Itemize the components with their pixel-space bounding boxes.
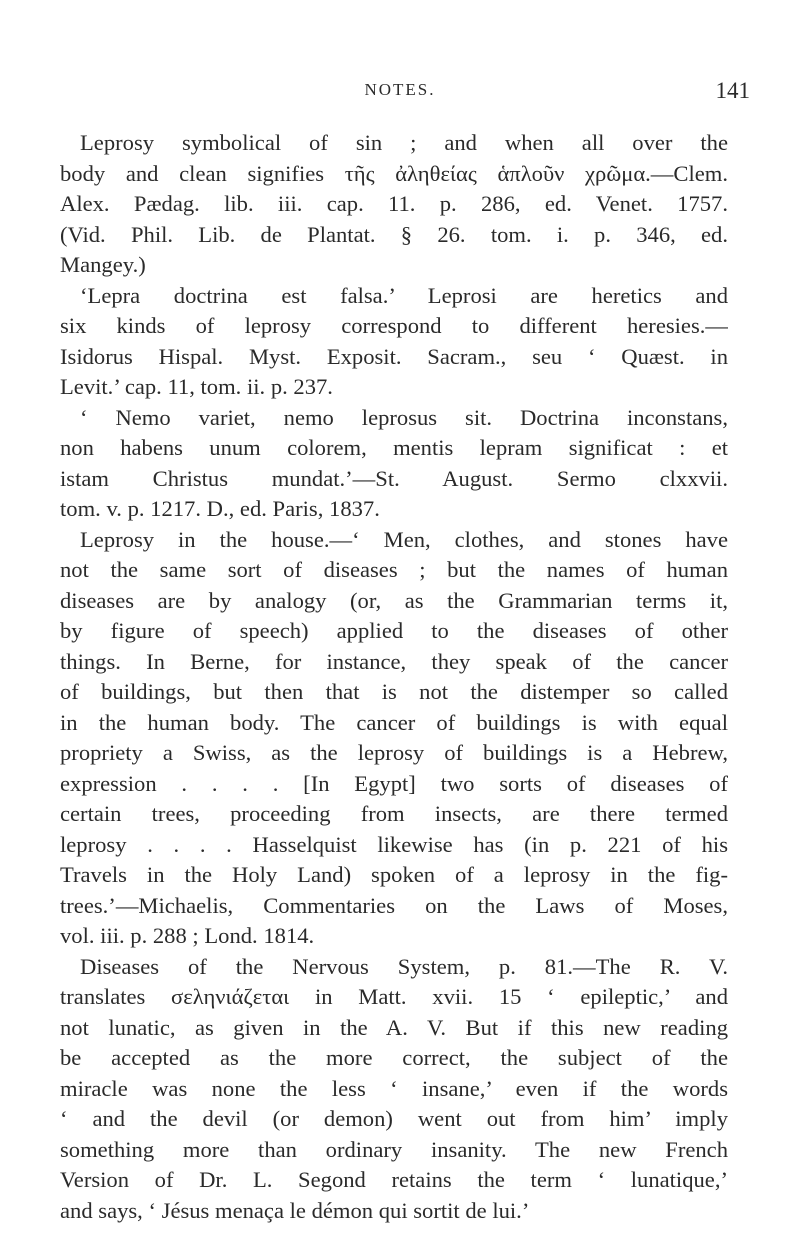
text-line: Leprosy symbolical of sin ; and when all over the (80, 130, 728, 155)
text-line: by figure of speech) applied to the diseases of other (60, 618, 728, 643)
text-line: ‘ and the devil (or demon) went out from him’ imply (60, 1106, 728, 1131)
text-line: translates σεληνιάζεται in Matt. xvii. 15 ‘ epileptic,’ and (60, 984, 728, 1009)
text-line: leprosy . . . . Hasselquist likewise has (in p. 221 of his (60, 831, 728, 857)
text-line: trees.’—Michaelis, Commentaries on the Laws of Moses, (60, 892, 728, 918)
text-line: ‘Lepra doctrina est falsa.’ Leprosi are heretics and (80, 282, 728, 308)
text-line: Mangey.) (60, 252, 146, 277)
text-line: not lunatic, as given in the A. V. But if this new reading (60, 1014, 728, 1040)
text-line: propriety a Swiss, as the leprosy of buildings is a Hebrew, (60, 740, 728, 765)
text-line: ‘ Nemo variet, nemo leprosus sit. Doctrina inconstans, (80, 404, 728, 430)
text-line: Travels in the Holy Land) spoken of a leprosy in the fig- (60, 862, 728, 887)
text-line: Isidorus Hispal. Myst. Exposit. Sacram., seu ‘ Quæst. in (60, 343, 728, 369)
text-line: Version of Dr. L. Segond retains the term ‘ lunatique,’ (60, 1167, 728, 1192)
text-line: something more than ordinary insanity. The new French (60, 1136, 728, 1162)
text-line: vol. iii. p. 288 ; Lond. 1814. (60, 923, 315, 948)
running-title: NOTES. (364, 80, 436, 99)
text-line: Alex. Pædag. lib. iii. cap. 11. p. 286, ed. Venet. 1757. (60, 191, 728, 216)
text-line: miracle was none the less ‘ insane,’ even if the words (60, 1075, 728, 1101)
text-line: not the same sort of diseases ; but the names of human (60, 557, 728, 582)
text-line: be accepted as the more correct, the subject of the (60, 1045, 728, 1070)
text-line: non habens unum colorem, mentis lepram significat : et (60, 435, 728, 460)
text-line: certain trees, proceeding from insects, are there termed (60, 801, 728, 826)
text-line: Diseases of the Nervous System, p. 81.—The R. V. (80, 953, 728, 979)
text-line: Levit.’ cap. 11, tom. ii. p. 237. (60, 374, 333, 399)
text-line: body and clean signifies τῆς ἀληθείας ἁπλοῦν χρῶμα.—Clem. (60, 160, 728, 186)
text-line: istam Christus mundat.’—St. August. Sermo clxxvii. (60, 465, 728, 491)
text-line: and says, ‘ Jésus menaça le démon qui sortit de lui.’ (60, 1197, 530, 1223)
text-line: of buildings, but then that is not the distemper so called (60, 679, 728, 704)
text-line: (Vid. Phil. Lib. de Plantat. § 26. tom. i. p. 346, ed. (60, 221, 728, 247)
text-line: expression . . . . [In Egypt] two sorts of diseases of (60, 770, 728, 796)
text-line: six kinds of leprosy correspond to different heresies.— (60, 313, 728, 338)
text-line: tom. v. p. 1217. D., ed. Paris, 1837. (60, 496, 380, 521)
running-head (0, 78, 800, 108)
page-number: 141 (715, 78, 750, 103)
text-line: Leprosy in the house.—‘ Men, clothes, and stones have (80, 526, 728, 552)
text-line: in the human body. The cancer of buildings is with equal (60, 709, 728, 735)
text-line: things. In Berne, for instance, they speak of the cancer (60, 648, 728, 674)
text-line: diseases are by analogy (or, as the Grammarian terms it, (60, 587, 728, 613)
notes-body (60, 128, 728, 1226)
